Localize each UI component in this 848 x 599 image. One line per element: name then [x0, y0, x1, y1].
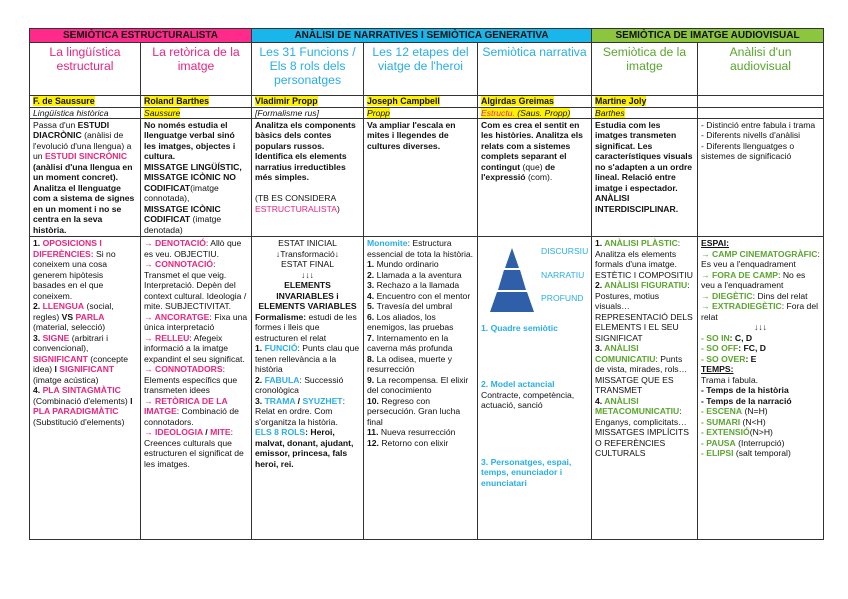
influence-c5-rest: (Saus. Propp): [514, 108, 571, 118]
title-propp-functions: Les 31 Funcions / Els 8 rols dels personatges: [252, 43, 364, 96]
pyramid-icon: [489, 246, 535, 314]
title-structural-linguistics: La lingüística estructural: [30, 43, 141, 96]
space-heading: ESPAI:: [701, 238, 730, 249]
list-item: ELS 8 ROLS: Heroi, malvat, donant, ajudant, emissor, princesa, fals heroi, rei.: [255, 427, 354, 469]
desc-saussure: Passa d'un ESTUDI DIACRÒNIC (anàlisi de l'evolució d'una llengua) a un ESTUDI SINCRÒNIC (anàlisi d'una llengua en un moment concret). Analitza el llenguatge com a sistema de signes en un moment i no se centra en la seva història.: [30, 119, 141, 237]
list-item: → DIEGÈTIC: Dins del relat: [701, 290, 808, 301]
list-item: - Temps de la narració: [701, 395, 792, 406]
list-item: 1. Mundo ordinario: [367, 259, 439, 270]
list-item: - SO IN: C, D: [701, 332, 753, 343]
detail-audiovisual: [698, 237, 824, 540]
desc-barthes: No només estudia el llenguatge verbal sinó les imatges, objectes i cultura. MISSATGE LINGÜÍSTIC, MISSATGE ICÒNIC NO CODIFICAT(imatge connotada), MISSATGE ICÒNIC CODIFICAT (imatge denotada): [141, 119, 252, 237]
list-item: 5. Travesía del umbral: [367, 301, 453, 312]
section-audiovisual: SEMIÒTICA DE IMATGE AUDIOVISUAL: [592, 29, 824, 43]
list-item: → ANCORATGE: Fixa una única interpretació: [144, 311, 248, 333]
list-item: → CONNOTADORS: Elements específics que transmeten idees: [144, 364, 238, 396]
author-saussure: F. de Saussure: [33, 96, 95, 106]
influence-c1: Lingüística històrica: [30, 108, 141, 119]
list-item: → CAMP CINEMATOGRÀFIC: Es veu a l'enquadrament: [701, 248, 820, 270]
pyramid-labels: [541, 246, 588, 316]
list-item: - ELIPSI (salt temporal): [701, 448, 791, 459]
author-joly: Martine Joly: [595, 96, 647, 106]
title-audiovisual-analysis: Anàlisi d'un audiovisual: [698, 43, 824, 96]
description-row: [30, 119, 824, 237]
list-item: 11. Nueva resurrección: [367, 427, 456, 438]
pyramid-label: NARRATIU: [541, 269, 585, 280]
list-item: 3. TRAMA / SYUZHET: Relat en ordre. Com s'organitza la història.: [255, 395, 345, 427]
list-item: Formalisme: estudi de les formes i lleis que estructuren el relat: [255, 311, 357, 343]
influence-cell: [364, 108, 478, 119]
detail-campbell: [364, 237, 478, 540]
list-item: - PAUSA (Interrupció): [701, 437, 785, 448]
influence-c7: [698, 108, 824, 119]
influence-c5-main: Estructu.: [481, 108, 515, 118]
list-item: - Temps de la història: [701, 385, 789, 396]
desc-audiovisual: - Distinció entre fabula i trama - Diferents nivells d'anàlisi - Diferents llenguatges o sistemes de significació: [698, 119, 824, 237]
influence-cell: [141, 108, 252, 119]
author-barthes: Roland Barthes: [144, 96, 210, 106]
section-narrative: ANÀLISI DE NARRATIVES I SEMIÒTICA GENERATIVA: [252, 29, 592, 43]
arrows: ↓↓↓: [301, 269, 314, 280]
list-item: 2. Llamada a la aventura: [367, 269, 462, 280]
list-item: 3. ANÀLISI COMUNICATIU: Punts de vista, mirades, rols… MISSATGE QUE ES TRANSMET: [595, 343, 688, 396]
list-item: → RETÒRICA DE LA IMATGE: Combinació de connotadors.: [144, 395, 239, 427]
arrows: ↓↓↓: [754, 322, 767, 333]
list-item: 4. Encuentro con el mentor: [367, 290, 471, 301]
detail-propp: ESTAT INICIAL ↓Transformació↓ ESTAT FINAL ↓↓↓ ELEMENTS INVARIABLES i ELEMENTS VARIABLES Formalisme: estudi de les formes i lleis que estructuren el relat 1. FUNCIÓ: Punts clau que tenen rellevància a la història 2. FABULA: Successió cronològica 3. TRAMA / SYUZHET: Relat en ordre. Com s'organitza la història. ELS 8 ROLS: Heroi, malvat, donant, ajudant, emissor, princesa, fals heroi, rei.: [252, 237, 364, 540]
influence-cell: [478, 108, 592, 119]
list-item: 2. FABULA: Successió cronològica: [255, 374, 344, 396]
list-item: - SO OFF: FC, D: [701, 343, 766, 354]
influence-c6: Barthes: [595, 108, 625, 118]
list-item: 4. PLA SINTAGMÀTIC (Combinació d'elements) I PLA PARADIGMÀTIC (Substitució d'elements): [33, 385, 133, 427]
influence-c2: Saussure: [144, 108, 181, 118]
section-header-row: [30, 29, 824, 43]
list-item: 2. Model actancial: [481, 379, 555, 390]
list-item: 12. Retorno con elixir: [367, 437, 449, 448]
desc-propp: Analitza els components bàsics dels contes populars russos. Identifica els elements narratius irreductibles més simples. (TB ES CONSIDERA ESTRUCTURALISTA): [252, 119, 364, 237]
desc-joly: Estudia com les imatges transmeten significat. Les característiques visuals no s'adapten a un ordre lineal. Relació entre imatge i espectador. ANÀLISI INTERDISCIPLINAR.: [592, 119, 698, 237]
pyramid-label: DISCURSIU: [541, 246, 589, 257]
section-structuralist: SEMIÒTICA ESTRUCTURALISTA: [30, 29, 252, 43]
list-item: Contracte, competència, actuació, sanció: [481, 389, 575, 411]
list-item: - EXTENSIÓ(N>H): [701, 427, 773, 438]
author-propp: Vladimir Propp: [255, 96, 318, 106]
title-narrative-semiotics: Semiòtica narrativa: [478, 43, 592, 96]
author-cell: [252, 96, 364, 108]
influence-c3: [Formalisme rus]: [252, 108, 364, 119]
detail-row: [30, 237, 824, 540]
influence-row: [30, 108, 824, 119]
title-image-semiotics: Semiòtica de la imatge: [592, 43, 698, 96]
list-item: → IDEOLOGIA / MITE: Creences culturals que estructuren el significat de les imatges.: [144, 427, 244, 469]
author-cell: [364, 96, 478, 108]
list-item: - ESCENA (N=H): [701, 406, 768, 417]
list-item: 1. Quadre semiòtic: [481, 322, 558, 333]
list-item: 2. ANÀLISI FIGURATIU: Postures, motius visuals… REPRESENTACIÓ DELS ELEMENTS I EL SEU SIGNIFICAT: [595, 280, 693, 343]
list-item: Monomite: Estructura essencial de tota la història.: [367, 238, 474, 259]
list-item: → RELLEU: Afegeix informació a la imatge expandint el seu significat.: [144, 332, 245, 364]
list-item: → FORA DE CAMP: No es veu a l'enquadrament: [701, 269, 806, 291]
list-item: 3. Personatges, espai, temps, enunciador i enunciatari: [481, 456, 572, 488]
summary-sheet: [29, 28, 823, 540]
list-item: → DENOTACIÓ: Allò que es veu. OBJECTIU.: [144, 238, 242, 259]
detail-saussure: [30, 237, 141, 540]
list-item: - SO OVER: E: [701, 353, 757, 364]
author-greimas: Algirdas Greimas: [481, 96, 554, 106]
pyramid-level-deep: [490, 292, 534, 312]
pyramid-level-discursive: [505, 248, 519, 268]
semiotics-table: [29, 28, 824, 540]
author-cell: [141, 96, 252, 108]
title-image-rhetoric: La retòrica de la imatge: [141, 43, 252, 96]
narrative-pyramid: [489, 246, 588, 316]
desc-greimas: Com es crea el sentit en les històries. Analitza els relats com a sistemes complets separant el contingut (que) de l'expressió (com).: [478, 119, 592, 237]
influence-c4: Propp: [367, 108, 390, 118]
author-row: [30, 96, 824, 108]
list-item: 1. OPOSICIONS I DIFERÈNCIES: Si no coneixem una cosa generem hipòtesis basades en el que coneixem.: [33, 238, 116, 301]
list-item: → EXTRADIEGÈTIC: Fora del relat: [701, 301, 819, 322]
detail-greimas: [478, 237, 592, 540]
list-item: Trama i fabula.: [701, 374, 759, 385]
pyramid-label: PROFUND: [541, 293, 584, 304]
list-item: 3. SIGNE (arbitrari i convencional), SIGNIFICANT (concepte idea) I SIGNIFICANT (imatge acústica): [33, 332, 129, 385]
author-cell: [592, 96, 698, 108]
list-item: → CONNOTACIÓ: Transmet el que veig. Interpretació. Depèn del context cultural. Ideologia / mite. SUBJECTIVITAT.: [144, 259, 247, 312]
detail-barthes: [141, 237, 252, 540]
pyramid-level-narrative: [498, 270, 526, 290]
list-item: 1. FUNCIÓ: Punts clau que tenen rellevància a la història: [255, 343, 360, 375]
list-item: 3. Rechazo a la llamada: [367, 280, 460, 291]
title-hero-journey: Les 12 etapes del viatge de l'heroi: [364, 43, 478, 96]
list-item: 10. Regreso con persecución. Gran lucha final: [367, 395, 461, 427]
author-cell: [30, 96, 141, 108]
influence-cell: [592, 108, 698, 119]
list-item: 2. LLENGUA (social, regles) VS PARLA (material, selecció): [33, 301, 114, 333]
time-heading: TEMPS:: [701, 364, 734, 375]
desc-campbell: Va ampliar l'escala en mites i llegendes de cultures diverses.: [364, 119, 478, 237]
author-cell-empty: [698, 96, 824, 108]
list-item: 9. La recompensa. El elixir del conocimiento: [367, 374, 469, 396]
author-cell: [478, 96, 592, 108]
title-row: [30, 43, 824, 96]
list-item: 6. Los aliados, los enemigos, las pruebas: [367, 311, 454, 333]
list-item: - SUMARI (N<H): [701, 416, 766, 427]
list-item: 8. La odisea, muerte y resurrección: [367, 353, 453, 375]
detail-joly: [592, 237, 698, 540]
list-item: 4. ANÀLISI METACOMUNICATIU: Enganys, complicitats… MISSATGES IMPLÍCITS O REFERÈNCIES CULTURALS: [595, 395, 689, 459]
list-item: 7. Internamento en la caverna más profunda: [367, 332, 453, 354]
author-campbell: Joseph Campbell: [367, 96, 440, 106]
list-item: 1. ANÀLISI PLÀSTIC: Analitza els elements formals d'una imatge. ESTÈTIC I COMPOSITIU: [595, 238, 693, 280]
